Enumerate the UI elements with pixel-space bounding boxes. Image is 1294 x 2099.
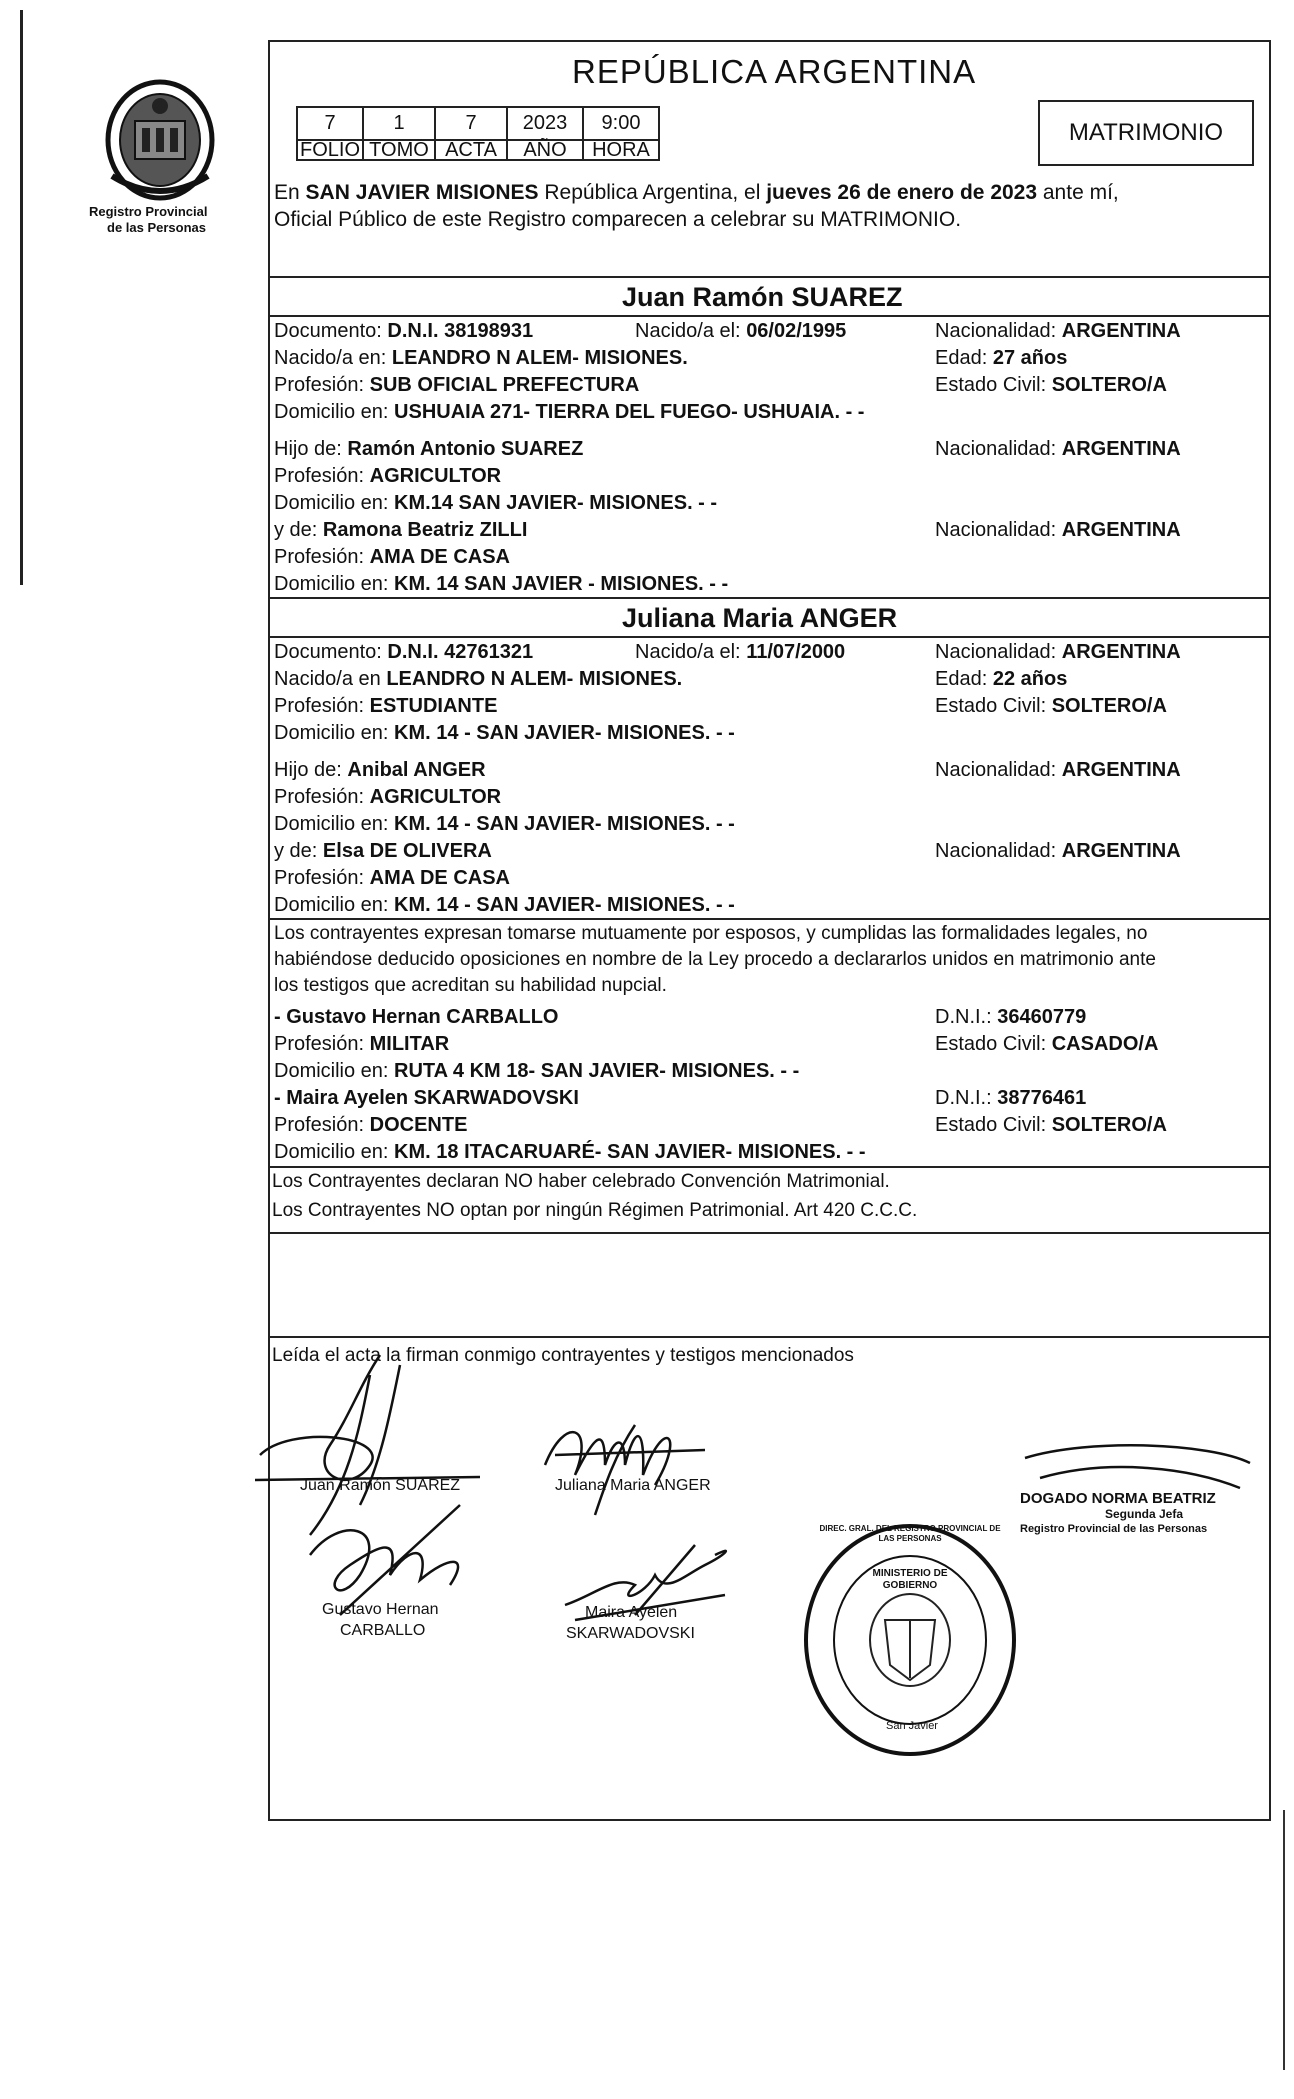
registry-logo [89,76,230,235]
groom-profession: Profesión: SUB OFICIAL PREFECTURA [274,374,640,396]
marriage-date: jueves 26 de enero de 2023 [766,181,1038,204]
ano-value: 2023 [507,107,583,140]
folio-label: FOLIO [297,140,363,160]
witness2-profession: Profesión: DOCENTE [274,1114,468,1136]
witness1-name: - Gustavo Hernan CARBALLO [274,1006,559,1028]
intro-line2: Oficial Público de este Registro comparecen a celebrar su MATRIMONIO. [274,208,962,231]
witness1-signature-line1: Gustavo Hernan [322,1601,439,1618]
divider [270,1232,1269,1234]
registry-logo-line1: Registro Provincial [89,204,208,219]
divider [270,276,1269,278]
groom-address: Domicilio en: USHUAIA 271- TIERRA DEL FUEGO- USHUAIA. - - [274,401,865,423]
bride-born: Nacido/a el: 11/07/2000 [635,641,846,663]
provincial-seal-icon [90,76,230,206]
declaration-line2: habiéndose deducido oposiciones en nombre de la Ley procedo a declararlos unidos en matrimonio ante [274,949,1156,970]
round-seal-inner: MINISTERIO DE GOBIERNO [872,1568,948,1591]
bride-doc: Documento: D.N.I. 42761321 [274,641,534,663]
witness1-signature-line2: CARBALLO [340,1622,426,1639]
bride-name: Juliana Maria ANGER [622,603,898,633]
official-name: DOGADO NORMA BEATRIZ [1020,1490,1216,1507]
bride-father-profession: Profesión: AGRICULTOR [274,786,502,808]
divider [270,636,1269,638]
witness2-name: - Maira Ayelen SKARWADOVSKI [274,1087,579,1109]
official-registry: Registro Provincial de las Personas [1020,1523,1208,1535]
divider [270,315,1269,317]
right-edge-mark [1283,1810,1285,2070]
witness1-dni: D.N.I.: 36460779 [935,1006,1087,1028]
record-labels-row [297,140,659,160]
groom-mother: y de: Ramona Beatriz ZILLI [274,519,528,541]
declaration-line1: Los contrayentes expresan tomarse mutuamente por esposos, y cumplidas las formalidades legales, no [274,923,1148,944]
acta-label: ACTA [435,140,507,160]
note-regime: Los Contrayentes NO optan por ningún Régimen Patrimonial. Art 420 C.C.C. [272,1200,918,1221]
intro-line1 [274,181,1119,205]
marriage-place: SAN JAVIER MISIONES [305,181,539,204]
bride-signature-name: Juliana Maria ANGER [555,1477,711,1494]
ano-label: AÑO [507,140,583,160]
bride-mother-nationality: Nacionalidad: ARGENTINA [935,840,1181,862]
document-type-badge [1038,100,1254,166]
round-seal [800,1520,1020,1760]
divider [270,1166,1269,1168]
witness2-address: Domicilio en: KM. 18 ITACARUARÉ- SAN JAVIER- MISIONES. - - [274,1141,866,1163]
bride-father-address: Domicilio en: KM. 14 - SAN JAVIER- MISIONES. - - [274,813,735,835]
groom-birthplace: Nacido/a en: LEANDRO N ALEM- MISIONES. [274,347,688,369]
witness2-civil-status: Estado Civil: SOLTERO/A [935,1114,1167,1136]
bride-nationality: Nacionalidad: ARGENTINA [935,641,1181,663]
groom-father-address: Domicilio en: KM.14 SAN JAVIER- MISIONES. - - [274,492,718,514]
groom-age: Edad: 27 años [935,347,1068,369]
intro-text-3: ante mí, [1042,181,1119,204]
registry-logo-line2: de las Personas [107,220,206,235]
bride-signature-icon [535,1395,715,1525]
groom-doc: Documento: D.N.I. 38198931 [274,320,534,342]
divider [270,1336,1269,1338]
left-margin-line [20,10,23,585]
round-seal-text: DIREC. GRAL. DEL REGISTRO PROVINCIAL DE LAS PERSONAS [819,1524,1001,1543]
note-convention: Los Contrayentes declaran NO haber celebrado Convención Matrimonial. [272,1171,890,1192]
bride-father: Hijo de: Anibal ANGER [274,759,486,781]
bride-address: Domicilio en: KM. 14 - SAN JAVIER- MISIONES. - - [274,722,735,744]
groom-nationality: Nacionalidad: ARGENTINA [935,320,1181,342]
divider [270,597,1269,599]
groom-signature-name: Juan Ramón SUAREZ [300,1477,461,1494]
hora-value: 9:00 [583,107,659,140]
round-seal-bottom: San Javier [886,1720,938,1732]
divider [270,918,1269,920]
witness1-address: Domicilio en: RUTA 4 KM 18- SAN JAVIER- MISIONES. - - [274,1060,800,1082]
witness1-civil-status: Estado Civil: CASADO/A [935,1033,1159,1055]
hora-label: HORA [583,140,659,160]
bride-mother-profession: Profesión: AMA DE CASA [274,867,510,889]
witness2-dni: D.N.I.: 38776461 [935,1087,1087,1109]
folio-value: 7 [297,107,363,140]
groom-mother-profession: Profesión: AMA DE CASA [274,546,510,568]
bride-mother-address: Domicilio en: KM. 14 - SAN JAVIER- MISIONES. - - [274,894,735,916]
tomo-value: 1 [363,107,435,140]
groom-name: Juan Ramón SUAREZ [622,282,903,312]
intro-text-1: En [274,181,300,204]
bride-birthplace: Nacido/a en LEANDRO N ALEM- MISIONES. [274,668,683,690]
document-type-label: MATRIMONIO [1068,119,1224,146]
witness2-signature-line1: Maira Ayelen [585,1604,678,1621]
groom-mother-nationality: Nacionalidad: ARGENTINA [935,519,1181,541]
bride-age: Edad: 22 años [935,668,1068,690]
bride-mother: y de: Elsa DE OLIVERA [274,840,492,862]
groom-father: Hijo de: Ramón Antonio SUAREZ [274,438,584,460]
record-values-row [297,107,659,140]
record-table [296,106,660,161]
bride-father-nationality: Nacionalidad: ARGENTINA [935,759,1181,781]
bride-profession: Profesión: ESTUDIANTE [274,695,498,717]
groom-born: Nacido/a el: 06/02/1995 [635,320,847,342]
groom-civil-status: Estado Civil: SOLTERO/A [935,374,1167,396]
declaration-line3: los testigos que acreditan su habilidad nupcial. [274,975,667,996]
groom-father-profession: Profesión: AGRICULTOR [274,465,502,487]
witness2-signature-line2: SKARWADOVSKI [566,1625,695,1642]
tomo-label: TOMO [363,140,435,160]
closing-statement: Leída el acta la firman conmigo contrayentes y testigos mencionados [272,1345,854,1366]
groom-father-nationality: Nacionalidad: ARGENTINA [935,438,1181,460]
groom-mother-address: Domicilio en: KM. 14 SAN JAVIER - MISIONES. - - [274,573,729,595]
official-role: Segunda Jefa [1105,1507,1184,1521]
acta-value: 7 [435,107,507,140]
bride-civil-status: Estado Civil: SOLTERO/A [935,695,1167,717]
page-title: REPÚBLICA ARGENTINA [572,53,977,90]
witness1-profession: Profesión: MILITAR [274,1033,450,1055]
intro-text-2: República Argentina, el [544,181,761,204]
